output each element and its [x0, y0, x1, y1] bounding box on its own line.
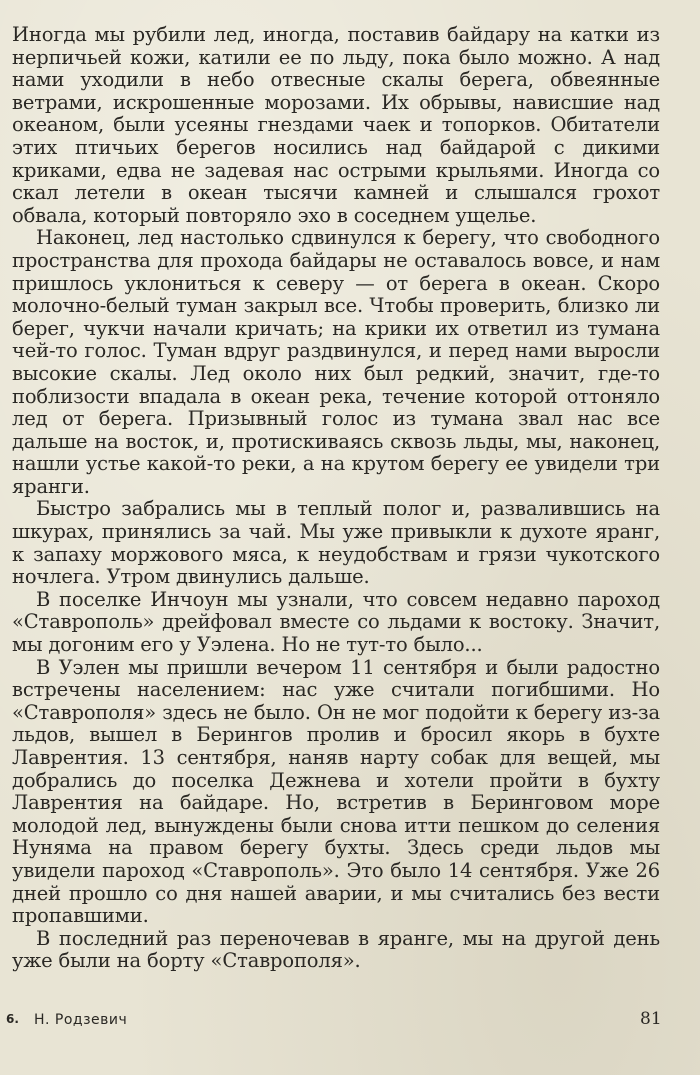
body-text — [12, 24, 660, 973]
paragraph-1: Иногда мы рубили лед, иногда, поставив байдару на катки из нерпичьей кожи, катили ее по льду, пока было можно. А над нами уходили в небо отвесные скалы берега, обвеянные ветрами, искрошенные морозами. Их обрывы, нависшие над океаном, были усеяны гнездами чаек и топорков. Обитатели этих птичьих берегов носились над байдарой с дикими криками, едва не задевая нас острыми крыльями. Иногда со скал летели в океан тысячи камней и слышался грохот обвала, который повторяло эхо в соседнем ущелье. — [12, 23, 660, 227]
paragraph-4: В поселке Инчоун мы узнали, что совсем недавно пароход «Ставрополь» дрейфовал вместе со льдами к востоку. Значит, мы догоним его у Уэлена. Но не тут-то было... — [12, 587, 660, 657]
paragraph-6: В последний раз переночевав в яранге, мы на другой день уже были на борту «Ставрополя». — [12, 926, 660, 973]
paragraph-3: Быстро забрались мы в теплый полог и, развалившись на шкурах, принялись за чай. Мы уже привыкли к духоте яранг, к запаху моржового мяса, к неудобствам и грязи чукотского ночлега. Утром двинулись дальше. — [12, 497, 660, 589]
page-number: 81 — [640, 1009, 662, 1029]
paragraph-2: Наконец, лед настолько сдвинулся к берегу, что свободного пространства для прохода байдары не оставалось вовсе, и нам пришлось уклониться к северу — от берега в океан. Скоро молочно-белый туман закрыл все. Чтобы проверить, близко ли берег, чукчи начали кричать; на крики их ответил из тумана чей-то голос. Туман вдруг раздвинулся, и перед нами выросли высокие скалы. Лед около них был редкий, значит, где-то поблизости впадала в океан река, течение которой оттоняло лед от берега. Призывный голос из тумана звал нас все дальше на восток, и, протискиваясь сквозь льды, мы, наконец, нашли устье какой-то реки, а на крутом берегу ее увидели три яранги. — [12, 226, 660, 498]
running-footer-author: Н. Родзевич — [34, 1012, 128, 1028]
paragraph-5: В Уэлен мы пришли вечером 11 сентября и были радостно встречены населением: нас уже считали погибшими. Но «Ставрополя» здесь не было. Он не мог подойти к берегу из-за льдов, вышел в Берингов пролив и бросил якорь в бухте Лаврентия. 13 сентября, наняв нарту собак для вещей, мы добрались до поселка Дежнева и хотели пройти в бухту Лаврентия на байдаре. Но, встретив в Беринговом море молодой лед, вынуждены были снова итти пешком до селения Нуняма на правом берегу бухты. Здесь среди льдов мы увидели пароход «Ставрополь». Это было 14 сентября. Уже 26 дней прошло со дня нашей аварии, и мы считались без вести пропавшими. — [12, 655, 660, 928]
printer-signature: 6. — [6, 1012, 19, 1026]
page-footer — [0, 1009, 700, 1036]
